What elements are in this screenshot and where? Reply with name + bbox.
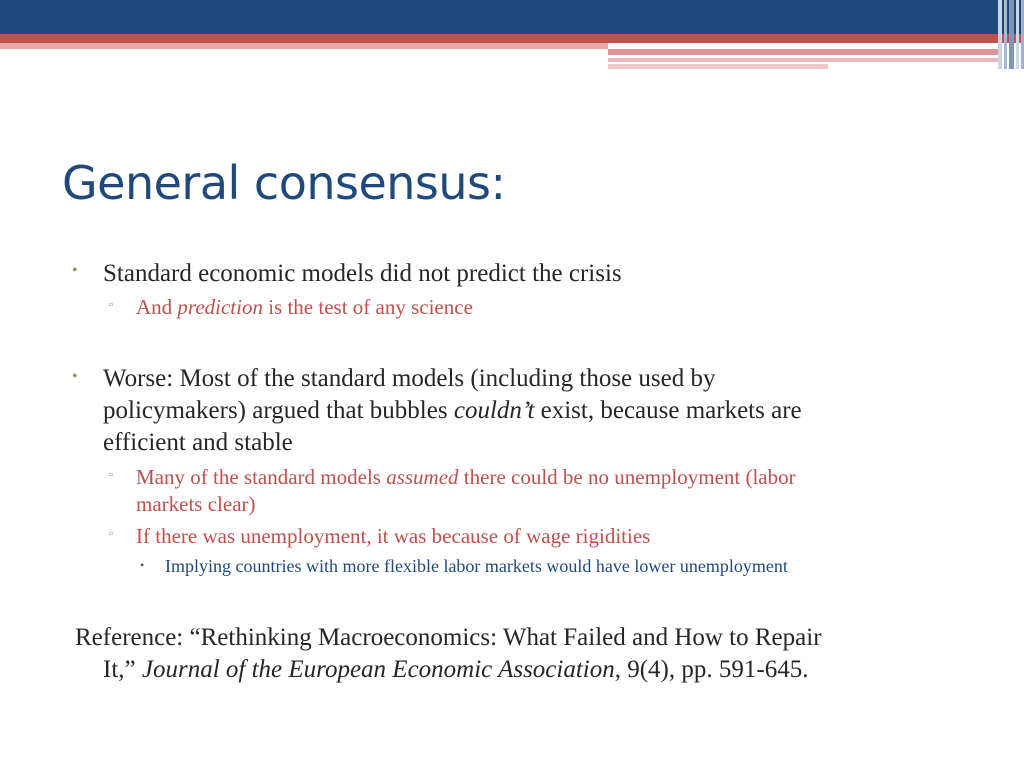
bullet-marker: • [72,368,78,385]
sub-bullet-text [136,294,966,321]
header-accent-step [608,49,998,55]
text-run: policymakers) argued that bubbles [103,397,454,424]
slide-title: General consensus: [62,156,506,210]
text-run: there could be no unemployment (labor [458,465,796,489]
sub-bullet-marker: ▫ [109,528,113,540]
text-line: Reference: “Rethinking Macroeconomics: What Failed and How to Repair [75,624,822,651]
text-line: markets clear) [136,492,256,516]
text-run-emphasis: couldn’t [453,397,535,424]
reference-citation [75,622,975,686]
text-run: is the test of any science [262,295,473,319]
header-accent-step [608,58,998,62]
text-run: Many of the standard models [136,465,387,489]
text-run: And [136,295,178,319]
text-run: It,” [103,656,142,683]
text-run: exist, because markets are [534,397,802,424]
journal-title: Journal of the European Economic Association [141,656,615,683]
bullet-text [103,363,963,459]
header-blue-bar [0,0,1024,34]
sub-bullet-text: If there was unemployment, it was because of wage rigidities [136,524,651,548]
text-line: efficient and stable [103,429,293,456]
header-stripes [998,0,1024,69]
bullet-marker: • [72,262,78,279]
header-red-bar [0,34,1024,43]
sub-bullet-text [136,464,966,518]
sub-sub-bullet-text: Implying countries with more flexible labor markets would have lower unemployment [165,556,788,576]
text-line: Worse: Most of the standard models (including those used by [103,365,716,392]
text-line [75,654,975,686]
sub-bullet-marker: ▫ [109,469,113,481]
text-run-emphasis: assumed [386,465,459,489]
sub-sub-bullet-marker: • [140,558,145,572]
text-run-emphasis: prediction [177,295,263,319]
text-run: , 9(4), pp. 591-645. [614,656,809,683]
text-line [103,395,963,427]
sub-bullet-marker: ▫ [109,299,113,311]
header-pink-bar [0,43,608,49]
header-accent-step [608,64,828,69]
bullet-text: Standard economic models did not predict the crisis [103,260,622,287]
text-line [136,464,966,491]
